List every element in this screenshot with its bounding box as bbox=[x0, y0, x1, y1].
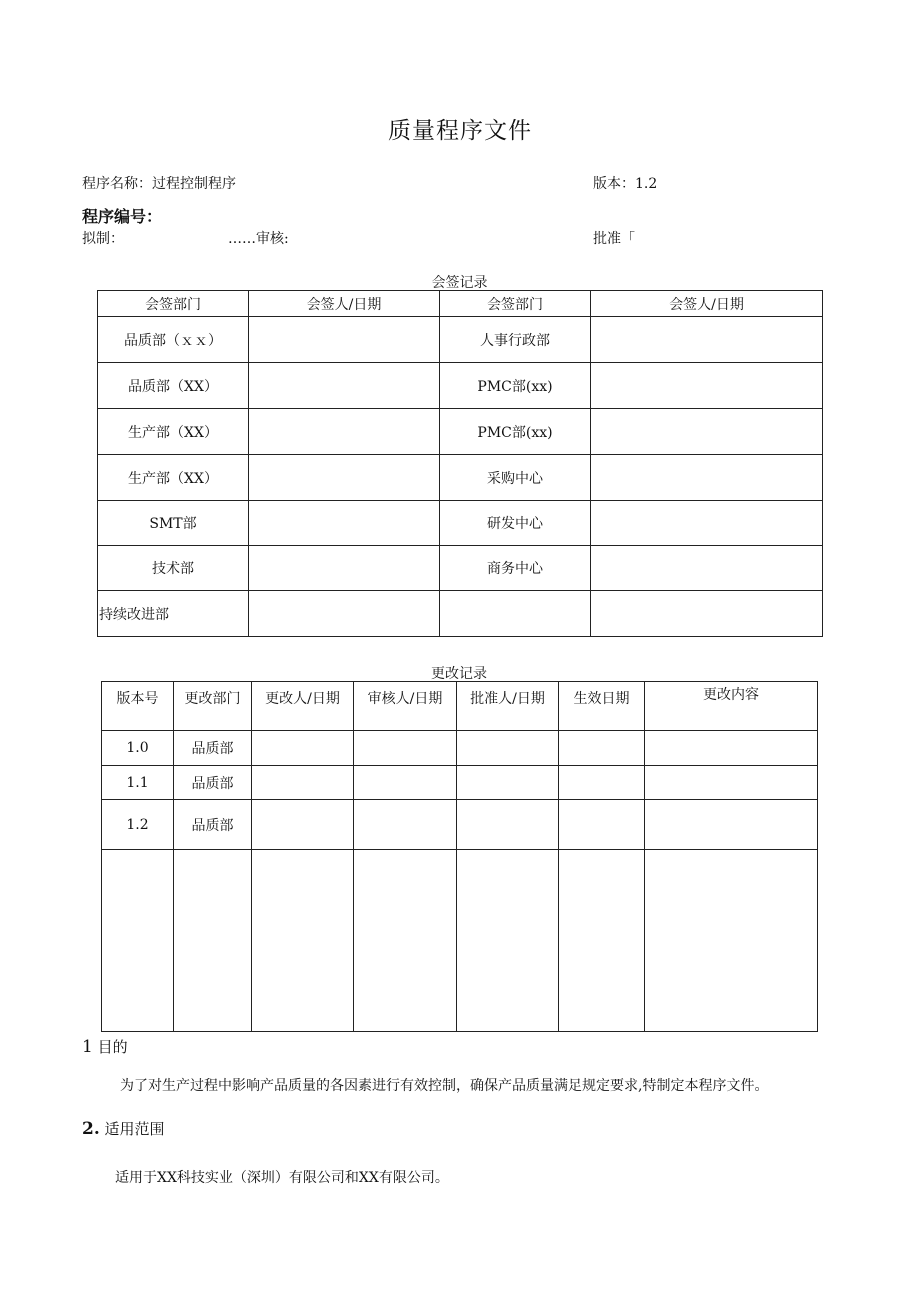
changes-row bbox=[102, 850, 818, 1032]
section-body: 适用于XX科技实业（深圳）有限公司和XX有限公司。 bbox=[115, 1170, 449, 1186]
changes-version: 1.2 bbox=[102, 800, 174, 850]
changes-cell[interactable] bbox=[457, 800, 559, 850]
signoff-dept: PMC部(xx) bbox=[440, 409, 591, 455]
changes-cell[interactable] bbox=[354, 850, 457, 1032]
changes-header: 更改部门 bbox=[174, 682, 252, 731]
changes-cell[interactable] bbox=[252, 766, 354, 800]
signoff-header-row bbox=[98, 291, 823, 317]
signoff-row bbox=[98, 317, 823, 363]
signoff-dept: 品质部（XX） bbox=[98, 363, 249, 409]
changes-cell[interactable] bbox=[645, 850, 818, 1032]
signoff-row bbox=[98, 363, 823, 409]
signoff-dept: 品质部（ｘｘ） bbox=[98, 317, 249, 363]
changes-version: 1.0 bbox=[102, 731, 174, 766]
signoff-sign-cell[interactable] bbox=[249, 501, 440, 546]
signoff-sign-cell[interactable] bbox=[249, 409, 440, 455]
signoff-dept: 研发中心 bbox=[440, 501, 591, 546]
changes-cell[interactable] bbox=[559, 766, 645, 800]
signoff-row bbox=[98, 455, 823, 501]
changes-dept: 品质部 bbox=[174, 766, 252, 800]
signoff-dept: PMC部(xx) bbox=[440, 363, 591, 409]
signoff-sign-cell[interactable] bbox=[249, 317, 440, 363]
changes-cell[interactable] bbox=[559, 800, 645, 850]
signoff-dept: 生产部（XX） bbox=[98, 409, 249, 455]
changes-version: 1.1 bbox=[102, 766, 174, 800]
signoff-sign-cell[interactable] bbox=[591, 317, 823, 363]
section-heading bbox=[82, 1036, 128, 1057]
changes-cell[interactable] bbox=[354, 800, 457, 850]
signoff-sign-cell[interactable] bbox=[591, 546, 823, 591]
changes-cell[interactable] bbox=[645, 800, 818, 850]
signoff-caption: 会签记录 bbox=[431, 275, 488, 291]
changes-cell[interactable] bbox=[559, 850, 645, 1032]
version-label: 版本：1.2 bbox=[593, 176, 658, 192]
approver-label: 批准「 bbox=[593, 231, 635, 247]
signoff-dept: 技术部 bbox=[98, 546, 249, 591]
changes-cell[interactable] bbox=[252, 731, 354, 766]
changes-header-row bbox=[102, 682, 818, 731]
signoff-header: 会签部门 bbox=[98, 291, 249, 317]
signoff-sign-cell[interactable] bbox=[249, 363, 440, 409]
changes-cell[interactable] bbox=[645, 731, 818, 766]
signoff-sign-cell[interactable] bbox=[249, 591, 440, 637]
section-title: 目的 bbox=[97, 1038, 128, 1056]
reviewer-label: ……审核: bbox=[228, 231, 289, 247]
changes-cell[interactable] bbox=[354, 766, 457, 800]
signoff-sign-cell[interactable] bbox=[591, 455, 823, 501]
signoff-sign-cell[interactable] bbox=[591, 409, 823, 455]
signoff-dept: 生产部（XX） bbox=[98, 455, 249, 501]
signoff-dept: 人事行政部 bbox=[440, 317, 591, 363]
section-body: 为了对生产过程中影响产品质量的各因素进行有效控制，确保产品质量满足规定要求,特制定本程序文件。 bbox=[120, 1078, 769, 1094]
signoff-header: 会签人/日期 bbox=[591, 291, 823, 317]
section-title: 适用范围 bbox=[104, 1120, 165, 1138]
changes-header: 审核人/日期 bbox=[354, 682, 457, 731]
section-number: 1 bbox=[82, 1037, 93, 1057]
changes-dept: 品质部 bbox=[174, 731, 252, 766]
changes-header: 版本号 bbox=[102, 682, 174, 731]
signoff-sign-cell[interactable] bbox=[249, 455, 440, 501]
signoff-sign-cell[interactable] bbox=[591, 591, 823, 637]
changes-cell[interactable] bbox=[457, 766, 559, 800]
changes-caption: 更改记录 bbox=[431, 666, 487, 682]
changes-cell[interactable] bbox=[457, 731, 559, 766]
signoff-row bbox=[98, 591, 823, 637]
signoff-sign-cell[interactable] bbox=[249, 546, 440, 591]
changes-cell[interactable] bbox=[174, 850, 252, 1032]
signoff-sign-cell[interactable] bbox=[591, 501, 823, 546]
signoff-header: 会签部门 bbox=[440, 291, 591, 317]
changes-cell[interactable] bbox=[559, 731, 645, 766]
signoff-dept: 采购中心 bbox=[440, 455, 591, 501]
drafter-label: 拟制： bbox=[82, 231, 124, 247]
signoff-table bbox=[97, 290, 823, 637]
changes-cell[interactable] bbox=[645, 766, 818, 800]
changes-cell[interactable] bbox=[457, 850, 559, 1032]
signoff-dept: 持续改进部 bbox=[98, 591, 249, 637]
signoff-dept bbox=[440, 591, 591, 637]
signoff-dept: SMT部 bbox=[98, 501, 249, 546]
changes-cell[interactable] bbox=[252, 850, 354, 1032]
changes-header: 批准人/日期 bbox=[457, 682, 559, 731]
changes-cell[interactable] bbox=[354, 731, 457, 766]
changes-header: 生效日期 bbox=[559, 682, 645, 731]
program-name: 程序名称：过程控制程序 bbox=[82, 176, 236, 192]
changes-header: 更改人/日期 bbox=[252, 682, 354, 731]
signoff-dept: 商务中心 bbox=[440, 546, 591, 591]
changes-table bbox=[101, 681, 818, 1032]
changes-cell[interactable] bbox=[252, 800, 354, 850]
section-heading bbox=[82, 1118, 165, 1139]
signoff-sign-cell[interactable] bbox=[591, 363, 823, 409]
changes-cell[interactable] bbox=[102, 850, 174, 1032]
signoff-row bbox=[98, 546, 823, 591]
changes-row bbox=[102, 731, 818, 766]
changes-row bbox=[102, 800, 818, 850]
signoff-header: 会签人/日期 bbox=[249, 291, 440, 317]
document-title: 质量程序文件 bbox=[388, 118, 532, 144]
changes-dept: 品质部 bbox=[174, 800, 252, 850]
signoff-row bbox=[98, 409, 823, 455]
program-number-label: 程序编号： bbox=[82, 207, 163, 226]
changes-row bbox=[102, 766, 818, 800]
signoff-row bbox=[98, 501, 823, 546]
changes-header: 更改内容 bbox=[645, 682, 818, 731]
section-number: 2. bbox=[82, 1119, 100, 1139]
